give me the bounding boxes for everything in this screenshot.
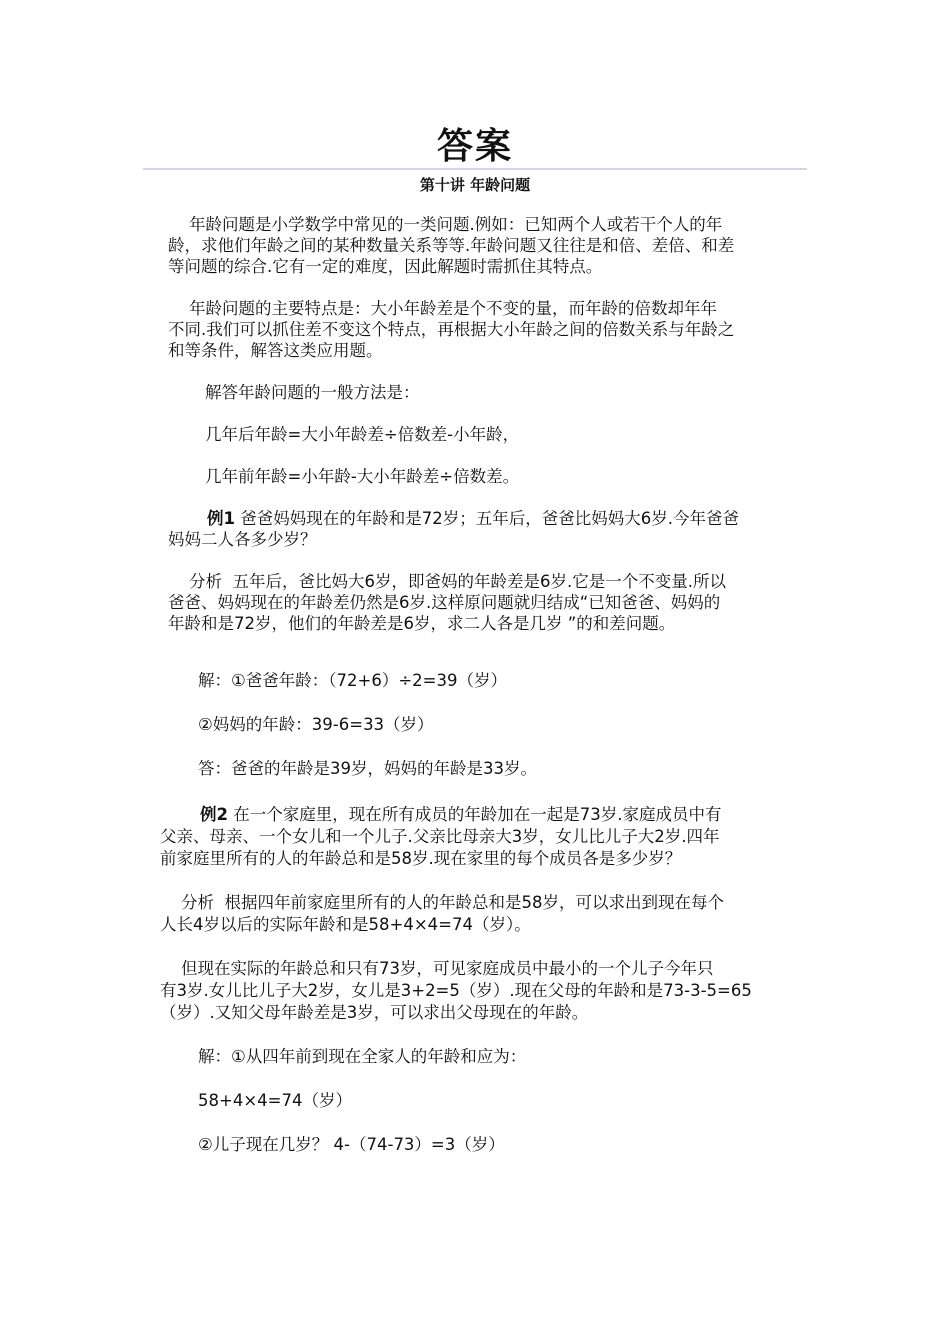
intro-line-3: 等问题的综合.它有一定的难度，因此解题时需抓住其特点。	[168, 257, 603, 276]
lecture-subtitle: 第十讲 年龄问题	[419, 176, 531, 194]
page-title: 答案	[436, 126, 513, 167]
method-intro: 解答年龄问题的一般方法是：	[205, 383, 420, 402]
title-divider	[143, 168, 807, 170]
intro-line-1: 年龄问题是小学数学中常见的一类问题.例如：已知两个人或若干个人的年	[168, 215, 723, 234]
example-2-analysis-5: （岁）.又知父母年龄差是3岁，可以求出父母现在的年龄。	[160, 1003, 589, 1022]
example-2-analysis-4: 有3岁.女儿比儿子大2岁，女儿是3+2=5（岁）.现在父母的年龄和是73-3-5=65	[160, 981, 752, 1000]
example-1-text: 爸爸妈妈现在的年龄和是72岁；五年后，爸爸比妈妈大6岁.今年爸爸	[234, 509, 739, 528]
example-1-question	[207, 508, 739, 529]
example-1-answer: 答：爸爸的年龄是39岁，妈妈的年龄是33岁。	[198, 759, 537, 778]
example-2-question-line-2: 父亲、母亲、一个女儿和一个儿子.父亲比母亲大3岁，女儿比儿子大2岁.四年	[160, 827, 720, 846]
example-2-analysis-1: 分析 根据四年前家庭里所有的人的年龄总和是58岁，可以求出到现在每个	[160, 893, 724, 912]
features-line-3: 和等条件，解答这类应用题。	[168, 341, 383, 360]
example-2-solution-1: 解：①从四年前到现在全家人的年龄和应为：	[198, 1047, 527, 1066]
features-line-1: 年龄问题的主要特点是：大小年龄差是个不变的量，而年龄的倍数却年年	[168, 299, 717, 318]
formula-after: 几年后年龄=大小年龄差÷倍数差-小年龄，	[205, 425, 520, 444]
example-2-label: 例2	[200, 805, 228, 824]
example-1-question-line-2: 妈妈二人各多少岁？	[168, 530, 317, 549]
example-1-label: 例1	[207, 509, 235, 528]
example-2-question	[200, 804, 721, 825]
example-1-analysis-2: 爸爸、妈妈现在的年龄差仍然是6岁.这样原问题就归结成“已知爸爸、妈妈的	[168, 593, 721, 612]
features-line-2: 不同.我们可以抓住差不变这个特点，再根据大小年龄之间的倍数关系与年龄之	[168, 320, 735, 339]
example-2-text: 在一个家庭里，现在所有成员的年龄加在一起是73岁.家庭成员中有	[227, 805, 722, 824]
example-2-analysis-3: 但现在实际的年龄总和只有73岁，可见家庭成员中最小的一个儿子今年只	[160, 959, 714, 978]
intro-line-2: 龄，求他们年龄之间的某种数量关系等等.年龄问题又往往是和倍、差倍、和差	[168, 236, 735, 255]
formula-before: 几年前年龄=小年龄-大小年龄差÷倍数差。	[205, 467, 520, 486]
example-2-question-line-3: 前家庭里所有的人的年龄总和是58岁.现在家里的每个成员各是多少岁？	[160, 849, 682, 868]
example-1-solution-1: 解：①爸爸年龄：（72+6）÷2=39（岁）	[198, 671, 508, 690]
example-2-solution-2: ②儿子现在几岁？ 4-（74-73）=3（岁）	[198, 1135, 505, 1154]
example-1-analysis-3: 年龄和是72岁，他们的年龄差是6岁，求二人各是几岁 ”的和差问题。	[168, 614, 676, 633]
example-1-solution-2: ②妈妈的年龄：39-6=33（岁）	[198, 715, 434, 734]
example-2-analysis-2: 人长4岁以后的实际年龄和是58+4×4=74（岁）。	[160, 915, 531, 934]
example-1-analysis-1: 分析 五年后，爸比妈大6岁，即爸妈的年龄差是6岁.它是一个不变量.所以	[168, 572, 726, 591]
example-2-solution-1b: 58+4×4=74（岁）	[198, 1091, 352, 1110]
